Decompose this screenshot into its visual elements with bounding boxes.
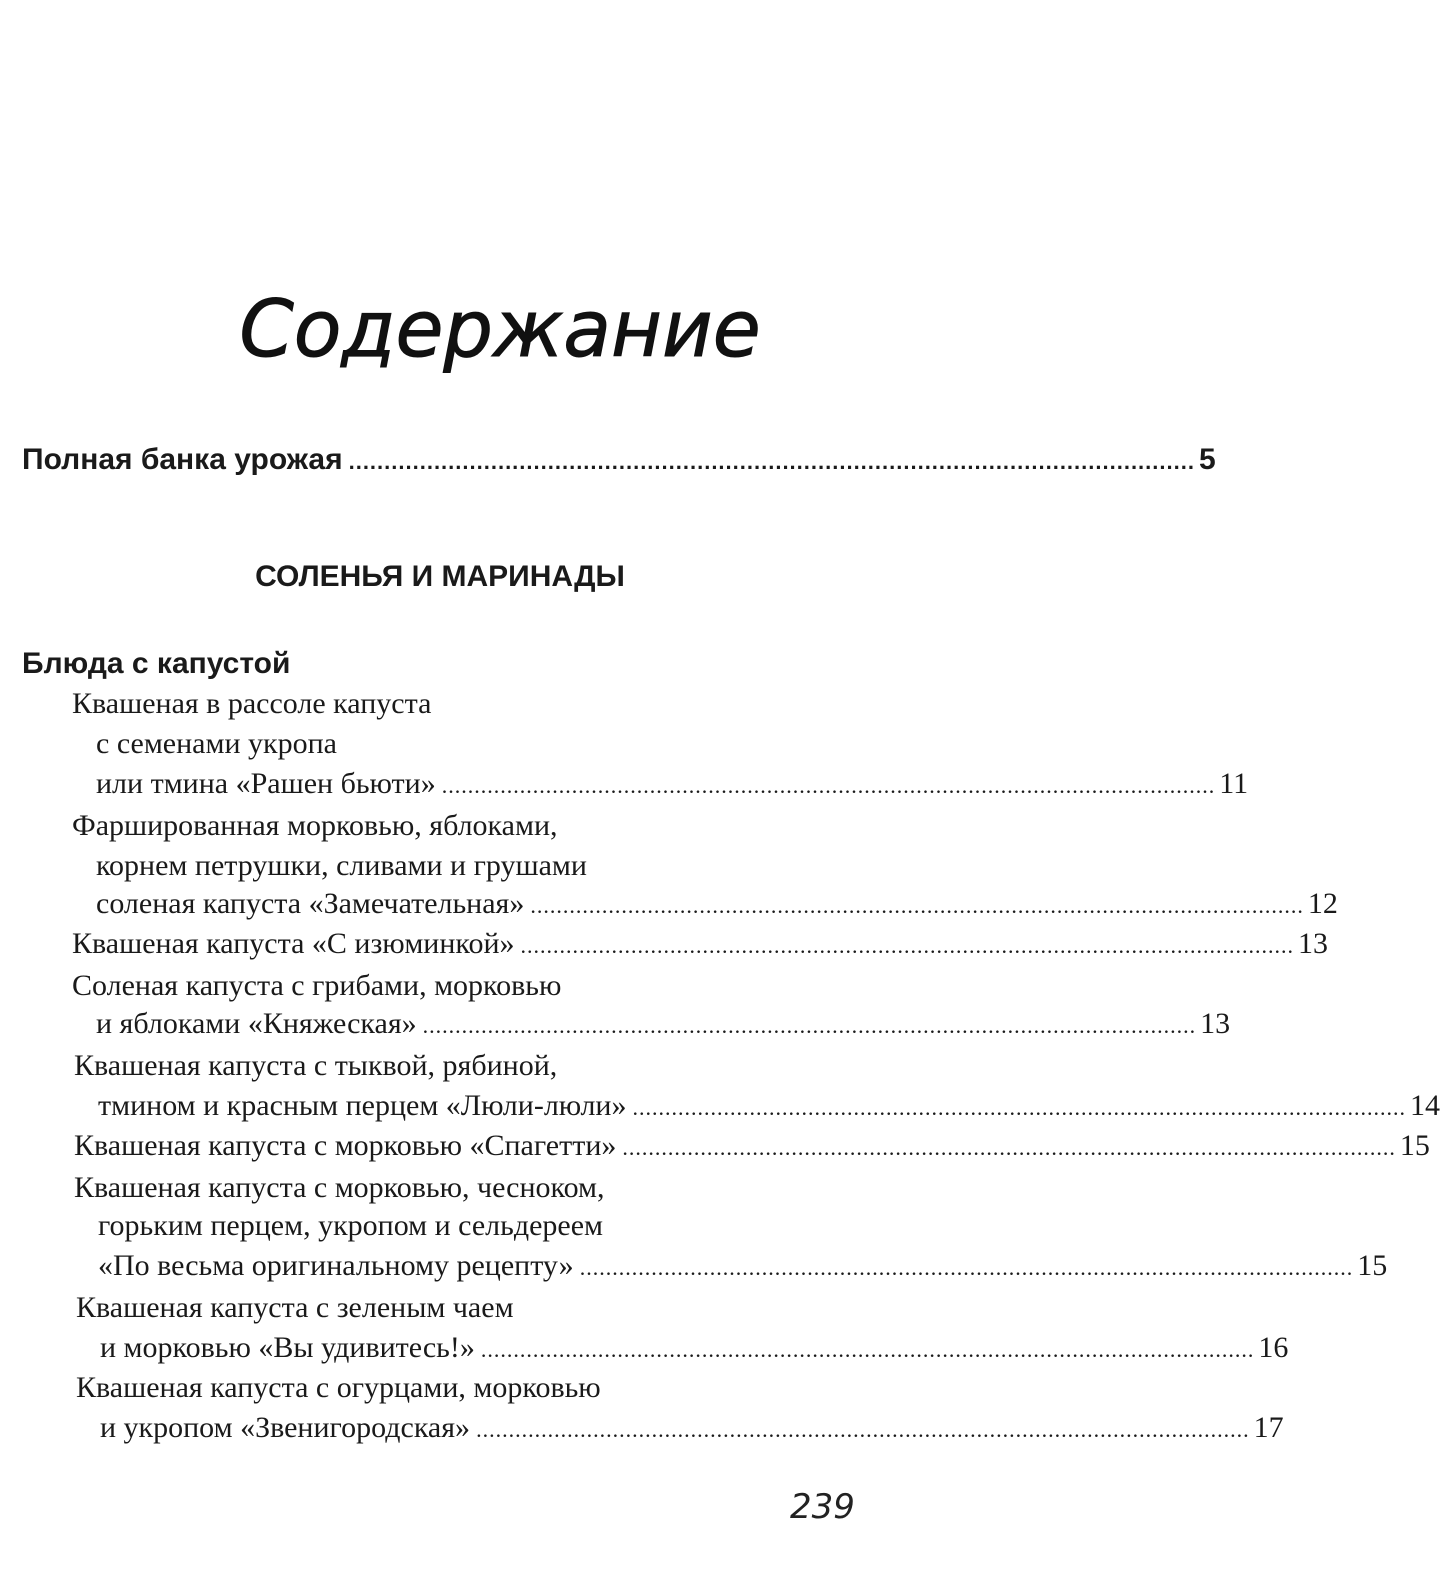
toc-entry-line: корнем петрушки, сливами и грушами xyxy=(96,849,587,882)
dot-leader: ....................................................................................................................... xyxy=(530,893,1304,918)
page-number: 239 xyxy=(790,1487,855,1527)
toc-entry[interactable] xyxy=(96,764,1249,806)
dot-leader: ....................................................................................................................... xyxy=(579,1255,1354,1280)
toc-page-number: 15 xyxy=(1399,1129,1430,1162)
toc-entry[interactable] xyxy=(98,1086,1440,1128)
dot-leader: ....................................................................................................................... xyxy=(422,1013,1197,1038)
toc-entry-line: Квашеная капуста с морковью «Спагетти» xyxy=(74,1129,617,1162)
toc-entry-line: и яблоками «Княжеская» xyxy=(96,1007,417,1040)
toc-entry-line: Квашеная капуста с морковью, чесноком, xyxy=(74,1171,605,1204)
toc-page-number: 11 xyxy=(1219,767,1249,800)
toc-entry-intro[interactable] xyxy=(22,440,1216,482)
toc-entry[interactable] xyxy=(98,1246,1388,1288)
toc-page-number: 13 xyxy=(1200,1007,1231,1040)
toc-entry[interactable] xyxy=(100,1408,1284,1450)
toc-entry[interactable] xyxy=(72,924,1329,966)
toc-entry-line: горьким перцем, укропом и сельдереем xyxy=(98,1209,604,1242)
dot-leader: ....................................................................................................................... xyxy=(632,1095,1406,1120)
toc-entry-line: тмином и красным перцем «Люли-люли» xyxy=(98,1089,627,1122)
toc-entry-line: Квашеная капуста с зеленым чаем xyxy=(76,1291,514,1324)
toc-page-number: 13 xyxy=(1298,927,1329,960)
toc-entry-line: Квашеная в рассоле капуста xyxy=(72,687,432,720)
toc-entry[interactable] xyxy=(96,1004,1231,1046)
svg-text:Содержание: Содержание xyxy=(239,285,761,375)
toc-entry-line: Фаршированная морковью, яблоками, xyxy=(72,809,558,842)
toc-entry-title: Полная банка урожая xyxy=(22,443,343,476)
toc-entry-line: и морковью «Вы удивитесь!» xyxy=(100,1331,475,1364)
toc-entry-line: Соленая капуста с грибами, морковью xyxy=(72,969,562,1002)
page-title xyxy=(0,278,1000,388)
toc-entry[interactable] xyxy=(74,1126,1430,1168)
dot-leader: ....................................................................................................................... xyxy=(622,1135,1396,1160)
toc-entry[interactable] xyxy=(96,884,1338,926)
toc-page-number: 5 xyxy=(1198,443,1216,476)
dot-leader: ....................................................................................................................... xyxy=(348,449,1195,474)
toc-entry-line: с семенами укропа xyxy=(96,727,337,760)
toc-entry-line: или тмина «Рашен бьюти» xyxy=(96,767,436,800)
dot-leader: ....................................................................................................................... xyxy=(476,1417,1250,1442)
toc-page-number: 12 xyxy=(1307,887,1338,920)
toc-entry-line: «По весьма оригинальному рецепту» xyxy=(98,1249,574,1282)
handwritten-heading xyxy=(240,278,760,388)
toc-page-number: 14 xyxy=(1410,1089,1440,1122)
dot-leader: ....................................................................................................................... xyxy=(441,773,1216,798)
subsection-title: Блюда с капустой xyxy=(22,647,291,680)
toc-entry-line: и укропом «Звенигородская» xyxy=(100,1411,471,1444)
toc-entry-line: соленая капуста «Замечательная» xyxy=(96,887,525,920)
dot-leader: ....................................................................................................................... xyxy=(480,1337,1255,1362)
toc-entry-line: Квашеная капуста «С изюминкой» xyxy=(72,927,515,960)
toc-page-number: 16 xyxy=(1258,1331,1289,1364)
dot-leader: ....................................................................................................................... xyxy=(520,933,1295,958)
section-title: СОЛЕНЬЯ И МАРИНАДЫ xyxy=(255,560,625,593)
toc-page-number: 15 xyxy=(1357,1249,1388,1282)
toc-entry-line: Квашеная капуста с тыквой, рябиной, xyxy=(74,1049,558,1082)
toc-page-number: 17 xyxy=(1253,1411,1284,1444)
toc-entry-line: Квашеная капуста с огурцами, морковью xyxy=(76,1371,601,1404)
toc-entry[interactable] xyxy=(100,1328,1289,1370)
